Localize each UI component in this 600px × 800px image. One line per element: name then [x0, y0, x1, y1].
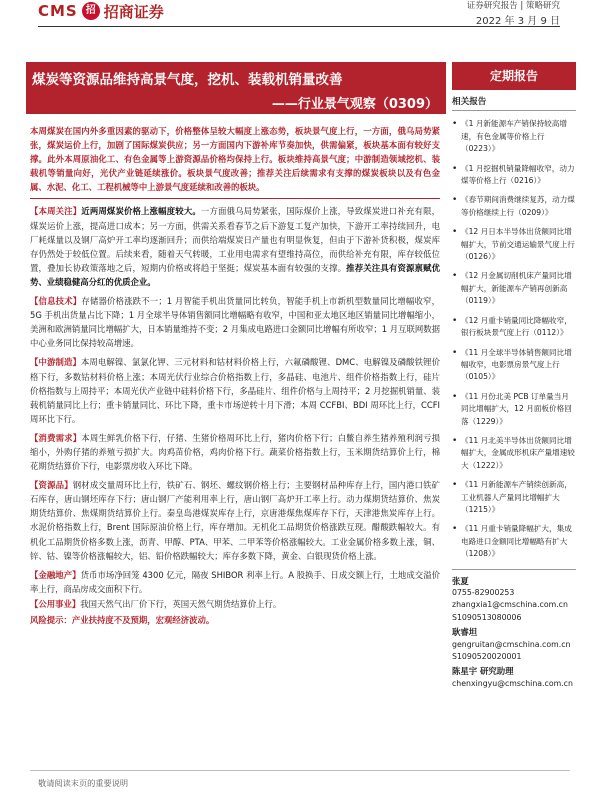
analyst-license: S1090520020001: [452, 652, 522, 662]
related-report-link[interactable]: • 《11 月重卡销量降幅扩大，集成电路进口金额同比增幅略有扩大（1208）》: [452, 523, 576, 560]
section-label: 【公用事业】: [30, 598, 81, 609]
section-highlight: 推荐关注具有资源禀赋优势、业绩稳健高分红的优质企业。: [30, 262, 440, 287]
analyst-name: 张夏: [452, 575, 469, 586]
report-title: 煤炭等资源品维持高景气度，挖机、装载机销量改善: [32, 72, 343, 88]
section-text: 一方面俄乌局势紧张，国际煤价上涨，导致煤炭进口补充有限，煤炭运价上涨，提高进口成本；另一方面，供需关系看春节之后下游复工复产加快，下游开工率持续回升，电厂耗煤量以及钢厂高炉开工率均逐渐回升；而供给端煤炭日产量也有明显恢复，但由于下游补货积极，煤炭库存仍然处于较低位置。后续来看，随着天气转暖，工业用电需求有望维持高位，而供给补充有限，库存较低位置，叠加长协政策落地之后，短期内价格或将趋于坚挺；煤炭基本面有较强的支撑。: [30, 206, 441, 273]
section-consumption: [30, 431, 440, 473]
report-date: 2022 年 3 月 9 日: [475, 16, 560, 27]
section-it: [30, 294, 440, 350]
section-text: 货币市场净回笼 4300 亿元，隔夜 SHIBOR 利率上行。A 股换手、日成交额上行，土地成交溢价率上行，商品房成交面积下行。: [30, 569, 441, 594]
section-label: 【本周关注】: [30, 206, 82, 217]
report-kind: 证券研究报告 | 策略研究: [466, 1, 560, 11]
section-label: 【消费需求】: [30, 432, 82, 443]
related-report-link[interactable]: • 《12 月金属切削机床产量同比增幅扩大，新能源车产销再创新高（0119）》: [452, 270, 576, 307]
related-report-link[interactable]: • 《1 月新能源车产销保持较高增速，有色金属等价格上行（0223）》: [452, 118, 576, 155]
related-report-link[interactable]: • 《11 月新能源车产销续创新高，工业机器人产量同比增幅扩大（1215）》: [452, 479, 576, 516]
main-content: [30, 124, 440, 627]
summary-paragraph: 本周煤炭在国内外多重因素的驱动下，价格整体呈较大幅度上涨态势，板块景气度上行，一方面，俄乌局势紧张，煤炭运价上行，加剧了国际煤炭供应；另一方面国内下游补库节奏加快，供需偏紧，板块基本面有较好支撑。此外本周原油化工、有色金属等上游资源品价格均保持上行。板块维持高景气度；中游制造领域挖机、装载机等销量向好，光伏产业链延续涨价。板块景气度改善；推荐关注后续需求有支撑的煤炭板块以及有色金属、水泥、化工、工程机械等中上游景气度延续和改善的板块。: [30, 124, 440, 199]
analyst-block: [452, 569, 576, 691]
logo-latin: CMS: [38, 2, 78, 20]
section-text: 存储器价格涨跌不一；1 月智能手机出货量同比转负，智能手机上市新机型数量同比增幅收窄，5G 手机出货量占比下降；1 月全球半导体销售额同比增幅略有收窄，中国和亚太地区地区销量同比增幅缩小，美洲和欧洲销量同比增幅扩大，日本销量维持不变；2 月集成电路进口金额同比增幅有所收窄；1 月互联网数据中心业务同比保持较高增速。: [30, 296, 440, 349]
header-divider: [38, 26, 560, 27]
section-text: 本周电解镍、氯氯化钾、三元材料和钴材料价格上行，六氟磷酸锂、DMC、电解镍及磷酸铁锂价格下行，多数钴材料价格上涨；本周光伏行业综合价格指数上行，多晶硅、电池片、组件价格指数上行，硅片价格指数与上周持平；本周光伏产业链中硅料价格下行，多晶硅片、组件价格与上周持平；2 月挖掘机销量、装载机销量同比上行；重卡销量同比、环比下降，重卡市场逆转十月下滑；本周 CCFBI、BDI 周环比上行，CCFI 周环比下行。: [30, 357, 440, 424]
report-subtitle: ——行业景气观察（0309）: [271, 97, 438, 112]
section-text: 我国天然气出厂价下行，英国天然气期货结算价上行。: [80, 598, 282, 609]
related-report-link[interactable]: • 《12 月重卡销量同比降幅收窄，银行板块景气度上行（0112）》: [452, 315, 576, 340]
analyst-phone: 0755-82900253: [452, 588, 515, 597]
related-reports-heading: 相关报告: [452, 96, 576, 111]
section-label: 【中游制造】: [30, 357, 81, 368]
logo-chinese: 招商证券: [103, 2, 164, 21]
analyst-name: 耿睿坦: [452, 627, 478, 638]
related-report-link[interactable]: • 《1 月挖掘机销量降幅收窄，动力煤等价格上行（0216）》: [452, 163, 576, 188]
analyst-license: S1090513080006: [452, 612, 522, 622]
footer-divider: [30, 770, 570, 771]
analyst-name: 陈星宇 研究助理: [452, 666, 514, 677]
section-finance-realestate: [30, 568, 440, 596]
related-report-link[interactable]: • 《春节期间消费继续复苏，动力煤等价格继续上行（0209）》: [452, 194, 576, 219]
analyst-email[interactable]: chenxingyu@cmschina.com.cn: [452, 678, 573, 688]
section-highlight: 近两周煤炭价格上涨幅度较大。: [81, 206, 201, 217]
sidebar: [452, 96, 576, 690]
related-report-link[interactable]: • 《12 月日本半导体出货额同比增幅扩大，节前交通运输景气度上行（0126）》: [452, 226, 576, 263]
section-manufacturing: [30, 355, 440, 425]
page-header: [0, 0, 600, 40]
report-type-tag: 定期报告: [452, 62, 576, 90]
section-text: 钢材成交量周环比上行，铁矿石、钢坯、螺纹钢价格上行；主要钢材品种库存上行，国内港口铁矿石库存，唐山钢坯库存下行；唐山钢厂产能利用率上行，唐山钢厂高炉开工率上行。动力煤期货结算价、焦炭期货结算价、焦煤期货结算价上行。秦皇岛港煤炭库存上行，京唐港煤焦煤库存下行，天津港焦炭库存上行。水泥价格指数上行，Brent 国际原油价格上行，库存增加。无机化工品期货价格涨跌互现。醋酸跌幅较大。有机化工品期货价格多数上涨，沥青、甲醇、PTA、甲苯、二甲苯等价格涨幅较大。工业金属价格多数上涨，铜、锌、钴、镍等价格涨幅较大，铝、铅价格跌幅较大；库存多数下降，黄金、白银现货价格上涨。: [30, 480, 441, 561]
header-meta: [467, 0, 560, 28]
section-label: 【信息技术】: [30, 296, 82, 307]
section-label: 【资源品】: [30, 480, 73, 491]
company-logo: [38, 0, 164, 22]
section-label: 【金融地产】: [30, 569, 81, 580]
section-utilities: [30, 597, 440, 611]
section-resources: [30, 478, 440, 563]
analyst-email[interactable]: zhangxia1@cmschina.com.cn: [452, 600, 568, 610]
related-report-link[interactable]: • 《11 月全球半导体销售额同比增幅收窄，电影票房景气度上行（0105）》: [452, 347, 576, 384]
section-focus: [30, 204, 440, 289]
report-title-banner: [26, 62, 446, 114]
footer-note: 敬请阅读末页的重要说明: [38, 778, 129, 788]
related-report-link[interactable]: • 《11 月北美半导体出货额同比增幅扩大，金属成形机床产量增速较大（1222）》: [452, 435, 576, 472]
logo-badge-icon: 招: [82, 2, 100, 20]
related-report-link[interactable]: • 《11 月份北美 PCB 订单量当月同比增幅扩大，12 月面板价格回落（1229）》: [452, 391, 576, 428]
risk-warning: 风险提示：产业扶持度不及预期，宏观经济波动。: [30, 615, 215, 625]
analyst-email[interactable]: gengruitan@cmschina.com.cn: [452, 639, 571, 649]
section-text: 本周生鲜乳价格下行，仔猪、生猪价格周环比上行，猪肉价格下行；白鳖自养生猪养殖利润亏损缩小，外购仔猪的养殖亏损扩大。肉鸡苗价格，鸡肉价格下行。蔬菜价格指数上行，玉米期货结算价上行，棉花期货结算价下行，电影票房收入环比下降。: [30, 432, 441, 472]
